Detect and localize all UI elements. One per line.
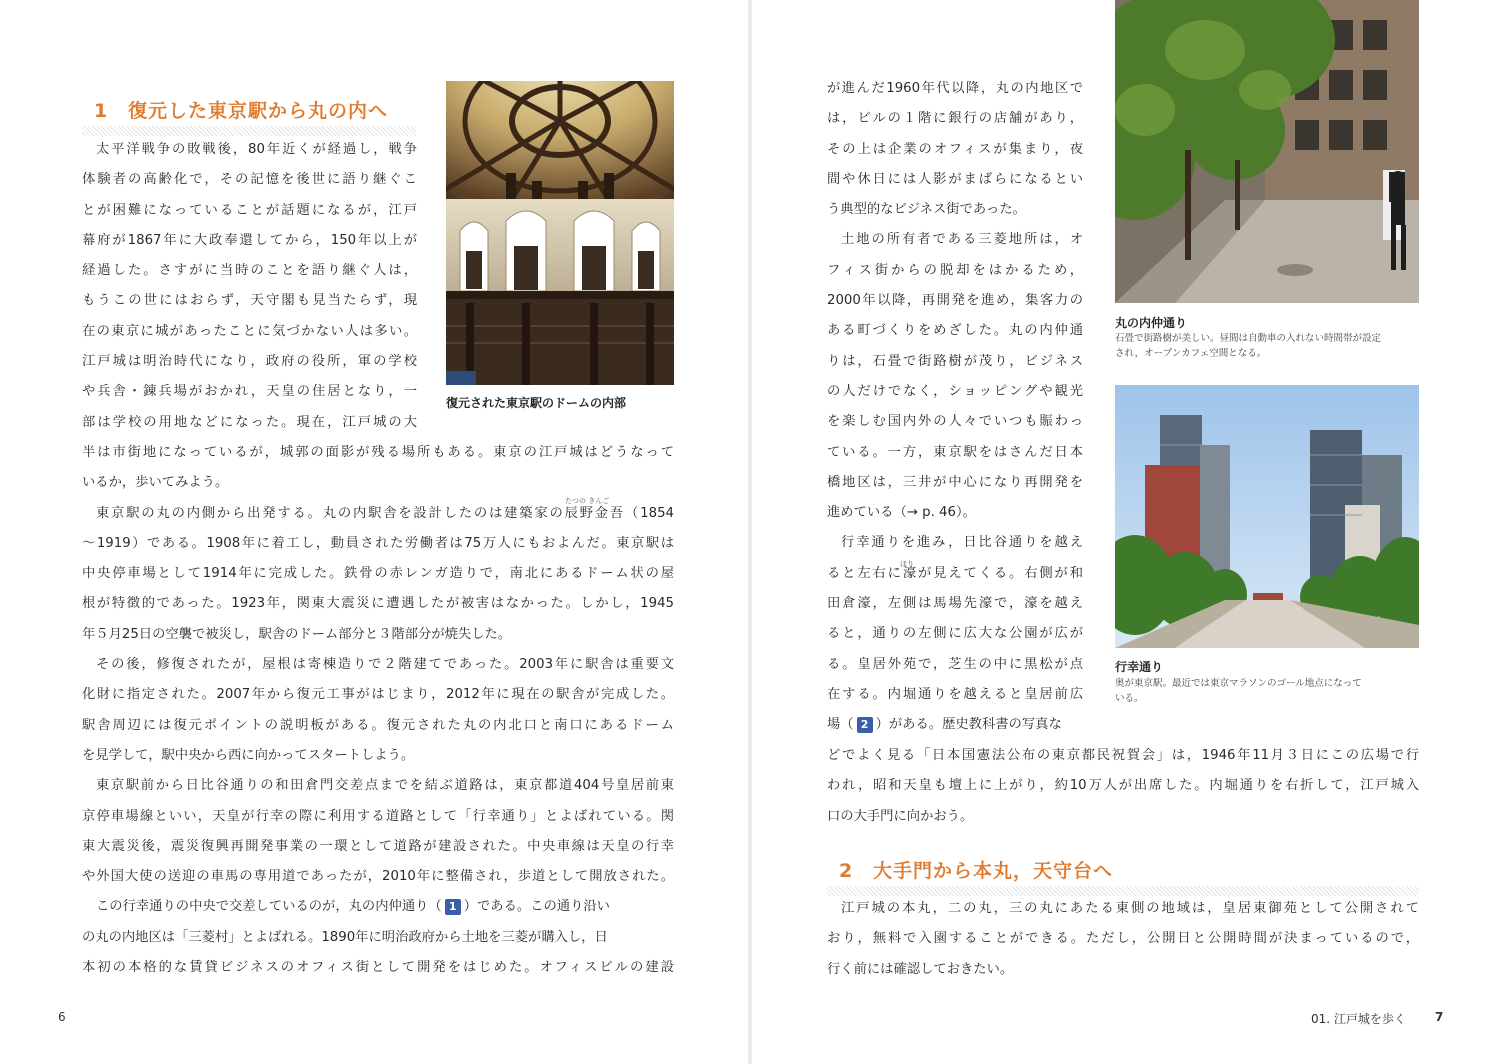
caption-line: 石畳で街路樹が美しい。昼間は自動車の入れない時間帯が設定 — [1115, 333, 1382, 344]
right-page — [750, 0, 1500, 1064]
text-line: 在する。内堀通りを越えると皇居前広 — [827, 686, 1083, 702]
text-line: 中央停車場として1914年に完成した。鉄骨の赤レンガ造りで，南北にあるドーム状の屋 — [82, 566, 674, 582]
text-line: 東京駅前から日比谷通りの和田倉門交差点までを結ぶ道路は，東京都道404号皇居前東 — [96, 778, 674, 794]
text-line: は，ビルの１階に銀行の店舗があり， — [827, 111, 1083, 127]
text-line: いるか，歩いてみよう。 — [82, 475, 229, 491]
text-line: 本初の本格的な賃貸ビジネスのオフィス街として開発をはじめた。オフィスビルの建設 — [82, 960, 674, 976]
text-line: 進めている（→ p. 46）。 — [827, 505, 976, 521]
text-fragment: の — [82, 929, 96, 945]
text-line: 体験者の高齢化で，その記憶を後世に語り継ぐこ — [82, 172, 417, 188]
photo1-caption — [1115, 331, 1435, 361]
ruby-tatsuno: たつの きんご — [565, 497, 610, 505]
tokyo-station-dome-photo — [446, 81, 674, 385]
text-line: 駅舎周辺には復元ポイントの説明板がある。復元された丸の内北口と南口にあるドーム — [82, 717, 674, 733]
page-number-left: 6 — [58, 1010, 66, 1024]
left-wide-text — [82, 438, 674, 983]
ruby-hori: ほり — [900, 560, 914, 568]
text-line: ると，通りの左側に広大な公園が広が — [827, 626, 1083, 642]
text-line: 経過した。さすがに当時のことを語り継ぐ人は， — [82, 263, 417, 279]
text-line: われ，昭和天皇も壇上に上がり，約10万人が出席した。内堀通りを右折して，江戸城入 — [827, 778, 1419, 794]
text-line: おり，無料で入園することができる。ただし，公開日と公開時間が決まっているので， — [827, 931, 1419, 947]
text-line: ある町づくりをめざした。丸の内仲通 — [827, 323, 1083, 339]
text-line: 行く前には確認しておきたい。 — [827, 961, 1014, 977]
section-1-heading — [82, 96, 416, 136]
text-line: とが困難になっていることが話題になるが，江戸 — [82, 202, 417, 218]
text-line: が進んだ1960年代以降，丸の内地区で — [827, 81, 1083, 96]
text-line: 在の東京に城があったことに気づかない人は多い。 — [82, 323, 417, 339]
text-fragment: ）である。この通り沿い — [463, 899, 610, 915]
photo2-caption — [1115, 676, 1425, 706]
text-line — [827, 710, 1083, 740]
text-line: 化財に指定された。2007年から復元工事がはじまり，2012年に現在の駅舎が完成した。 — [82, 687, 674, 703]
text-line — [82, 923, 674, 953]
text-line: 根が特徴的であった。1923年，関東大震災に遭遇したが被害はなかった。しかし，1945 — [82, 596, 674, 612]
section-2-text — [827, 894, 1419, 985]
text-line: 東京駅の丸の内側から出発する。丸の内駅舎を設計したのは建築家の辰野金吾（1854 — [96, 505, 674, 521]
text-line: 口の大手門に向かおう。 — [827, 808, 974, 824]
text-line: 年５月25日の空襲で被災し，駅舎のドーム部分と３階部分が焼失した。 — [82, 626, 512, 642]
text-line: フィス街からの脱却をはかるため， — [827, 262, 1083, 278]
gyoko-dori-photo — [1115, 385, 1419, 648]
text-line: その後，修復されたが，屋根は寄棟造りで２階建てであった。2003年に駅舎は重要文 — [96, 657, 674, 673]
text-fragment: 丸の内地区は「三菱村」とよばれる。1890年に明治政府から土地を三菱が購入し，日 — [95, 929, 608, 945]
text-line: 京停車場線といい，天皇が行幸の際に利用する道路として「行幸通り」とよばれている。関 — [82, 808, 674, 824]
text-line: 幕府が1867年に大政奉還してから，150年以上が — [82, 232, 417, 248]
text-line: を見学して，駅中央から西に向かってスタートしよう。 — [82, 747, 415, 763]
text-line: ると左右に濠が見えてくる。右側が和 — [827, 565, 1083, 581]
location-badge-1: 1 — [445, 899, 461, 915]
text-line: 田倉濠，左側は馬場先濠で，濠を越え — [827, 596, 1083, 612]
text-line: その上は企業のオフィスが集まり，夜 — [827, 141, 1083, 157]
text-line: 橋地区は，三井が中心になり再開発を — [827, 474, 1083, 490]
photo1-title: 丸の内仲通り — [1115, 316, 1188, 330]
section-1-number: 1 — [94, 100, 109, 122]
page-number-right: 7 — [1435, 1010, 1444, 1024]
section-2-title: 大手門から本丸，天守台へ — [873, 860, 1114, 882]
location-badge-2: 2 — [857, 717, 873, 733]
text-line: 半は市街地になっているが，城郭の面影が残る場所もある。東京の江戸城はどうなって — [82, 445, 674, 460]
text-fragment: この行幸通りの中央で交差しているのが，丸の内仲通り（ — [96, 899, 442, 915]
text-line: 部は学校の用地などになった。現在，江戸城の大 — [82, 414, 417, 430]
text-line: 行幸通りを進み，日比谷通りを越え — [841, 535, 1083, 551]
text-line: う典型的なビジネス街であった。 — [827, 202, 1026, 218]
right-narrow-text — [827, 74, 1083, 741]
text-line: の人だけでなく，ショッピングや観光 — [827, 383, 1083, 399]
text-line: もうこの世にはおらず，天守閣も見当たらず，現 — [82, 293, 417, 309]
text-line: りは，石畳で街路樹が茂り，ビジネス — [827, 353, 1083, 369]
text-line: ている。一方，東京駅をはさんだ日本 — [827, 444, 1083, 460]
text-line: 江戸城の本丸，二の丸，三の丸にあたる東側の地域は，皇居東御苑として公開されて — [841, 901, 1419, 916]
gyoko-dori-illustration — [1115, 385, 1419, 648]
marunouchi-nakadori-photo — [1115, 0, 1419, 303]
text-fragment: 場（ — [827, 717, 854, 733]
text-line: 江戸城は明治時代になり，政府の役所，軍の学校 — [82, 354, 417, 370]
caption-line: いる。 — [1115, 693, 1144, 704]
text-line: 間や休日には人影がまばらになるとい — [827, 171, 1083, 187]
photo2-title: 行幸通り — [1115, 660, 1164, 674]
caption-line: 奥が東京駅。最近では東京マラソンのゴール地点になって — [1115, 678, 1362, 689]
text-line: 土地の所有者である三菱地所は，オ — [841, 232, 1083, 248]
text-line: 東大震災後，震災復興再開発事業の一環として道路が建設された。中央車線は天皇の行幸 — [82, 838, 674, 854]
running-footer-title: 01. 江戸城を歩く — [1311, 1012, 1406, 1026]
text-line: 2000年以降，再開発を進め，集客力の — [827, 293, 1083, 309]
section-1-title: 復元した東京駅から丸の内へ — [128, 100, 389, 122]
text-line: や外国大使の送迎の車馬の専用道であったが，2010年に整備され，歩道として開放された。 — [82, 869, 674, 885]
text-fragment: ）がある。歴史教科書の写真な — [875, 717, 1062, 733]
dome-illustration — [446, 81, 674, 385]
section-2-heading — [827, 856, 1419, 896]
left-narrow-text — [82, 135, 417, 438]
text-line: ～1919）である。1908年に着工し，動員された労働者は75万人にもおよんだ。東京駅は — [82, 535, 674, 551]
text-line: どでよく見る「日本国憲法公布の東京都民祝賀会」は，1946年11月３日にこの広場で行 — [827, 748, 1419, 763]
right-wide-text — [827, 741, 1419, 832]
text-line: る。皇居外苑で，芝生の中に黒松が点 — [827, 656, 1083, 672]
text-line — [82, 892, 674, 922]
text-line: や兵舎・錬兵場がおかれ，天皇の住居となり，一 — [82, 384, 417, 400]
text-line: を楽しむ国内外の人々でいつも賑わっ — [827, 414, 1083, 430]
caption-line: され，オープンカフェ空間となる。 — [1115, 348, 1267, 359]
text-line: 太平洋戦争の敗戦後，80年近くが経過し，戦争 — [96, 142, 417, 157]
street-trees-illustration — [1115, 0, 1419, 303]
section-2-number: 2 — [839, 860, 854, 882]
dome-photo-caption: 復元された東京駅のドームの内部 — [446, 396, 627, 410]
